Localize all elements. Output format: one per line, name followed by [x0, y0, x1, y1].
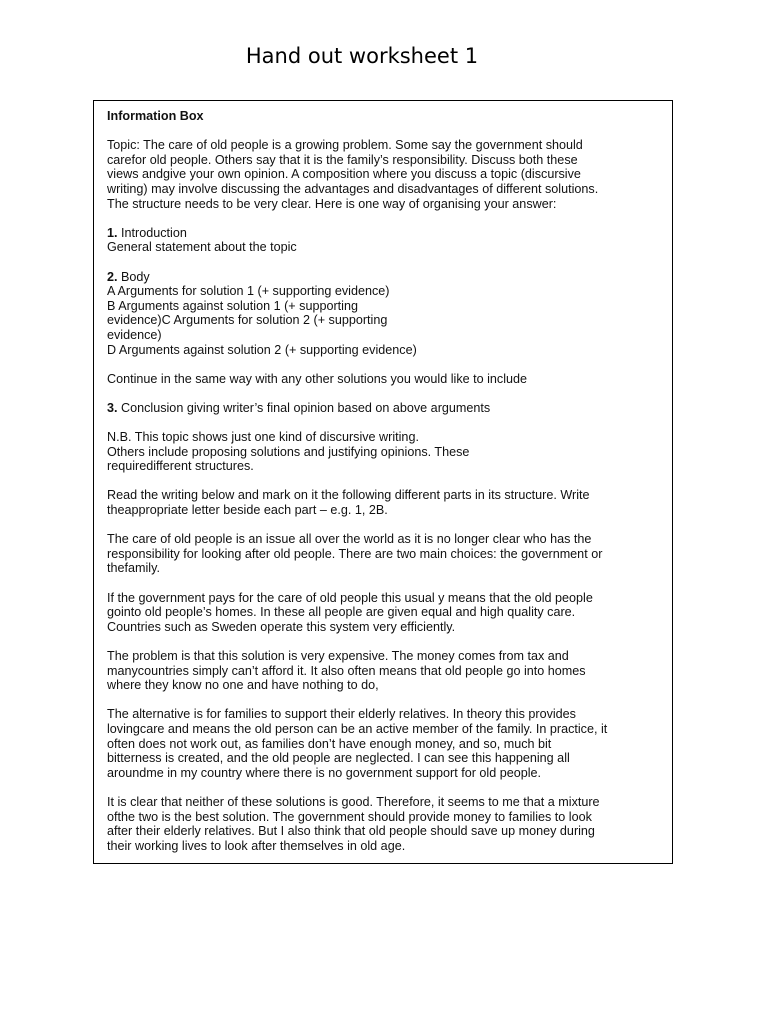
text-line: lovingcare and means the old person can be an active member of the family. In practice, it: [107, 721, 608, 736]
introduction-heading: [107, 226, 660, 241]
section-number: 3.: [107, 400, 118, 415]
essay-paragraph: [107, 591, 660, 635]
text-line: bitterness is created, and the old people are neglected. I can see this happening all: [107, 751, 570, 766]
body-heading: [107, 270, 660, 285]
essay-paragraph: [107, 707, 660, 780]
text-line: Others include proposing solutions and justifying opinions. These: [107, 444, 470, 459]
text-line: The problem is that this solution is very expensive. The money comes from tax and: [107, 648, 569, 663]
essay-paragraph: [107, 649, 660, 693]
section-label: Introduction: [117, 225, 187, 240]
body-line: A Arguments for solution 1 (+ supporting evidence): [107, 284, 390, 299]
text-line: If the government pays for the care of old people this usual y means that the old people: [107, 590, 593, 605]
conclusion-section: [107, 401, 660, 416]
introduction-detail: General statement about the topic: [107, 240, 297, 255]
section-number: 2.: [107, 269, 118, 284]
info-box-heading: Information Box: [107, 109, 204, 123]
text-line: aroundme in my country where there is no government support for old people.: [107, 765, 542, 780]
text-line: N.B. This topic shows just one kind of discursive writing.: [107, 430, 419, 445]
continue-text: Continue in the same way with any other solutions you would like to include: [107, 371, 528, 386]
instruction-paragraph: [107, 488, 660, 517]
page-title: Hand out worksheet 1: [245, 44, 479, 68]
essay-paragraph: [107, 795, 660, 853]
section-label: Conclusion giving writer’s final opinion based on above arguments: [117, 400, 491, 415]
body-line: D Arguments against solution 2 (+ supporting evidence): [107, 342, 417, 357]
text-line: writing) may involve discussing the advantages and disadvantages of different solutions.: [107, 181, 599, 196]
text-line: It is clear that neither of these solutions is good. Therefore, it seems to me that a mixture: [107, 794, 600, 809]
information-box: [93, 100, 673, 864]
text-line: manycountries simply can’t afford it. It also often means that old people go into homes: [107, 663, 586, 678]
text-line: Read the writing below and mark on it the following different parts in its structure. Write: [107, 488, 590, 503]
section-number: 1.: [107, 225, 118, 240]
text-line: gointo old people’s homes. In these all people are given equal and high quality care.: [107, 605, 576, 620]
body-line: evidence): [107, 327, 162, 342]
text-line: theappropriate letter beside each part – e.g. 1, 2B.: [107, 503, 388, 518]
body-line: B Arguments against solution 1 (+ supporting: [107, 298, 358, 313]
text-line: views andgive your own opinion. A composition where you discuss a topic (discursive: [107, 167, 581, 182]
text-line: often does not work out, as families don’t have enough money, and so, much bit: [107, 736, 552, 751]
introduction-section: [107, 226, 660, 255]
text-line: requiredifferent structures.: [107, 459, 254, 474]
text-line: Countries such as Sweden operate this system very efficiently.: [107, 619, 456, 634]
text-line: carefor old people. Others say that it is the family’s responsibility. Discuss both these: [107, 152, 578, 167]
body-line: evidence)C Arguments for solution 2 (+ supporting: [107, 313, 388, 328]
body-section: [107, 270, 660, 358]
text-line: ofthe two is the best solution. The government should provide money to families to look: [107, 809, 592, 824]
section-label: Body: [117, 269, 150, 284]
text-line: The structure needs to be very clear. Here is one way of organising your answer:: [107, 196, 557, 211]
text-line: thefamily.: [107, 561, 160, 576]
text-line: The alternative is for families to support their elderly relatives. In theory this provides: [107, 707, 576, 722]
text-line: after their elderly relatives. But I also think that old people should save up money during: [107, 824, 595, 839]
essay-paragraph: [107, 532, 660, 576]
nb-paragraph: [107, 430, 660, 474]
text-line: Topic: The care of old people is a growing problem. Some say the government should: [107, 138, 583, 153]
topic-paragraph: [107, 138, 660, 211]
text-line: The care of old people is an issue all over the world as it is no longer clear who has the: [107, 532, 592, 547]
text-line: their working lives to look after themselves in old age.: [107, 838, 406, 853]
text-line: where they know no one and have nothing to do,: [107, 678, 379, 693]
text-line: responsibility for looking after old people. There are two main choices: the government or: [107, 546, 603, 561]
